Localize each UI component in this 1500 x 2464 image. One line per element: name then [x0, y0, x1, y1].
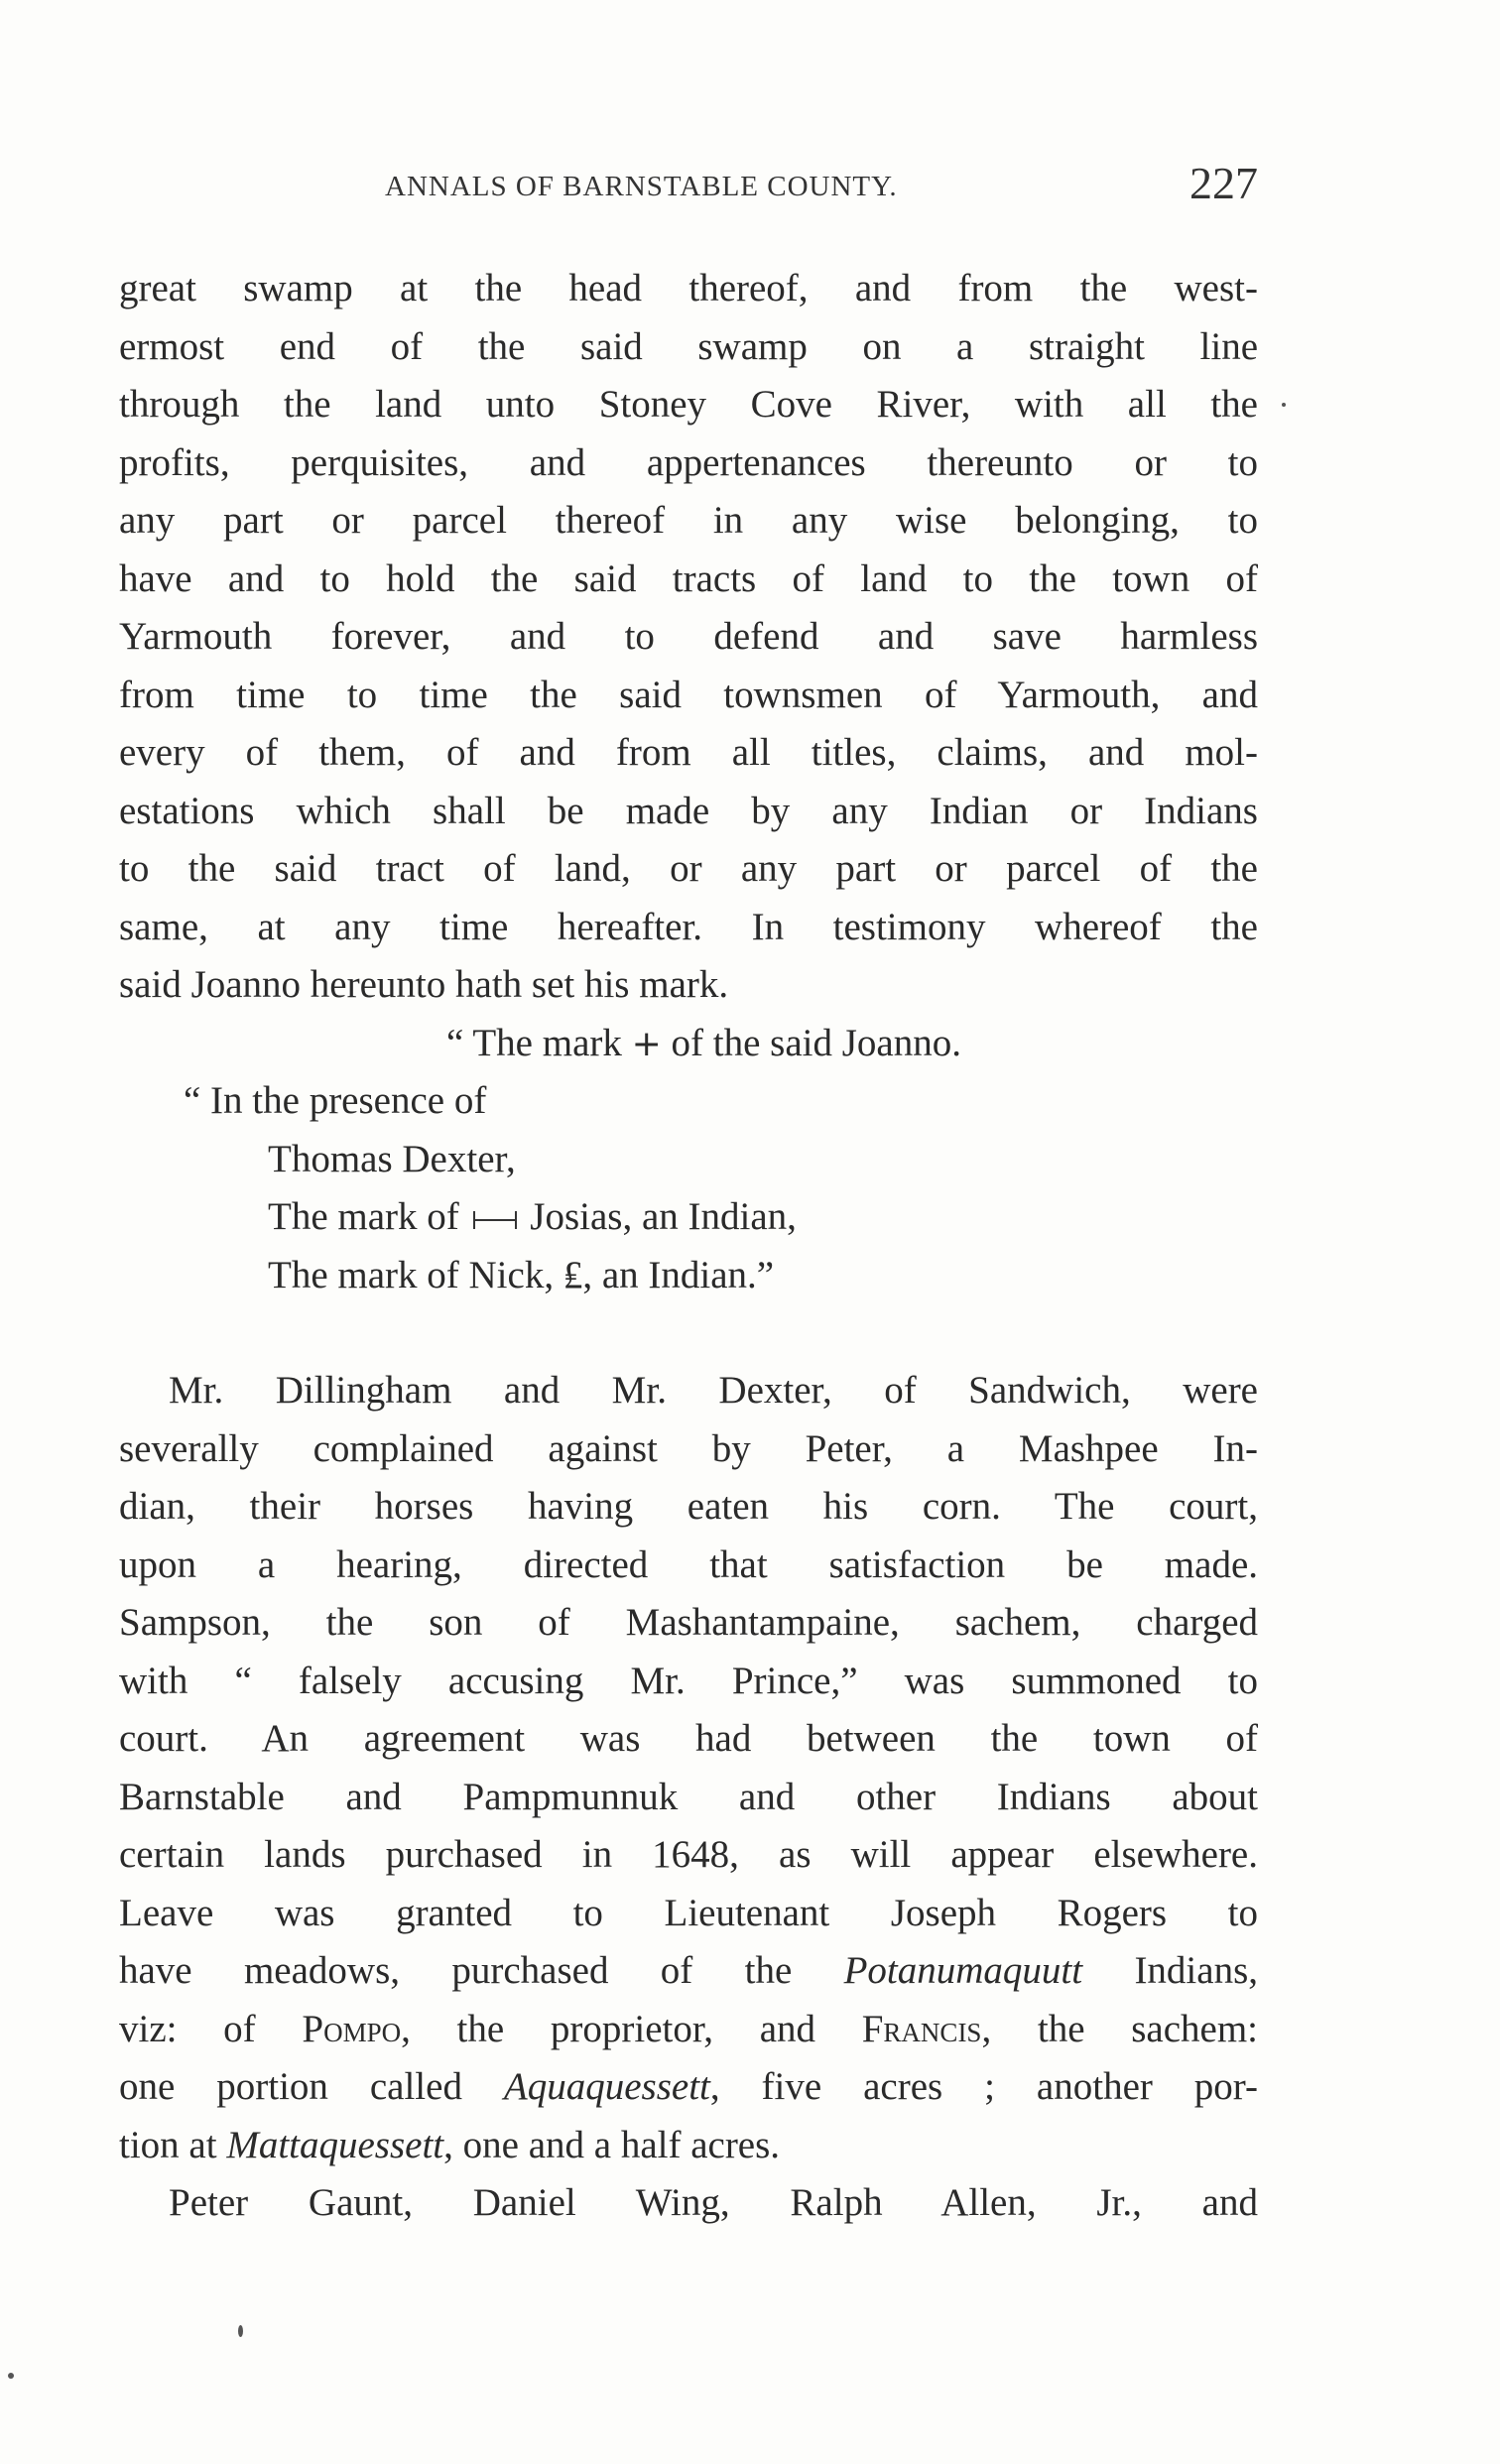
- text-line: [119, 2058, 1258, 2117]
- signature-text: “ The mark: [446, 1021, 622, 1064]
- text-line: Mr. Dillingham and Mr. Dexter, of Sandwich, were: [169, 1369, 1258, 1412]
- text-line: Yarmouth forever, and to defend and save harmless: [119, 615, 1258, 658]
- text-line: ermost end of the said swamp on a straight line: [119, 324, 1258, 368]
- text-line: estations which shall be made by any Indian or Indians: [119, 789, 1258, 832]
- text-line: through the land unto Stoney Cove River, with all the: [119, 383, 1258, 426]
- text-line: have and to hold the said tracts of land to the town of: [119, 556, 1258, 600]
- italic-place-name: Aquaquessett: [503, 2065, 710, 2108]
- text-line: from time to time the said townsmen of Yarmouth, and: [119, 673, 1258, 716]
- text-line: with “ falsely accusing Mr. Prince,” was summoned to: [119, 1659, 1258, 1702]
- ink-speck: [1282, 403, 1286, 407]
- paragraph-gap: [119, 1304, 1258, 1362]
- text-line: upon a hearing, directed that satisfaction be made.: [119, 1542, 1258, 1586]
- italic-place-name: Mattaquessett: [226, 2123, 444, 2166]
- text-line: court. An agreement was had between the town of: [119, 1717, 1258, 1760]
- text-line: [119, 2117, 1258, 2175]
- text-segment: , the proprietor, and: [401, 2007, 816, 2050]
- page-number: 227: [1189, 158, 1258, 208]
- ink-speck: [8, 2373, 14, 2379]
- page-header: [119, 158, 1258, 220]
- witness-text: The mark of: [268, 1195, 459, 1238]
- witness-line: The mark of Nick, ₤, an Indian.”: [268, 1253, 775, 1296]
- witness-line: [119, 1188, 1258, 1247]
- body-text: [119, 260, 1258, 2233]
- text-line: severally complained against by Peter, a Mashpee In-: [119, 1426, 1258, 1470]
- text-segment: , five acres ; another por-: [709, 2065, 1258, 2108]
- text-segment: , the sachem:: [981, 2007, 1259, 2050]
- text-segment: tion at: [119, 2123, 217, 2166]
- ink-speck: [238, 2325, 243, 2337]
- text-segment: Indians,: [1134, 1949, 1258, 1992]
- cross-mark: +: [631, 1023, 662, 1064]
- text-segment: have meadows, purchased of the: [119, 1949, 793, 1992]
- text-line: [119, 1942, 1258, 2001]
- small-caps-name: Francis: [861, 2007, 982, 2050]
- text-line: dian, their horses having eaten his corn. The court,: [119, 1485, 1258, 1528]
- italic-place-name: Potanumaquutt: [843, 1949, 1083, 1992]
- witness-text: Josias, an Indian,: [530, 1195, 797, 1238]
- text-line: any part or parcel thereof in any wise belonging, to: [119, 499, 1258, 542]
- text-line: profits, perquisites, and appertenances thereunto or to: [119, 440, 1258, 484]
- small-caps-name: Pompo: [302, 2007, 402, 2050]
- witness-line: Thomas Dexter,: [268, 1137, 516, 1180]
- text-segment: one portion called: [119, 2065, 462, 2108]
- text-line: [119, 2001, 1258, 2059]
- text-line: same, at any time hereafter. In testimony whereof the: [119, 905, 1258, 948]
- text-line: to the said tract of land, or any part or parcel of the: [119, 847, 1258, 890]
- witness-intro: “ In the presence of: [184, 1079, 487, 1122]
- signature-line: [119, 1015, 1258, 1073]
- text-segment: viz: of: [119, 2007, 256, 2050]
- text-line: said Joanno hereunto hath set his mark.: [119, 963, 729, 1006]
- text-line: every of them, of and from all titles, claims, and mol-: [119, 731, 1258, 774]
- text-line: Sampson, the son of Mashantampaine, sachem, charged: [119, 1601, 1258, 1644]
- running-title: ANNALS OF BARNSTABLE COUNTY.: [385, 171, 898, 202]
- text-segment: , one and a half acres.: [443, 2123, 781, 2166]
- josias-mark-icon: [473, 1211, 517, 1229]
- signature-text: of the said Joanno.: [671, 1021, 961, 1064]
- text-line: Barnstable and Pampmunnuk and other Indians about: [119, 1775, 1258, 1818]
- text-line: Peter Gaunt, Daniel Wing, Ralph Allen, Jr., and: [169, 2181, 1258, 2224]
- text-line: Leave was granted to Lieutenant Joseph Rogers to: [119, 1891, 1258, 1934]
- text-line: great swamp at the head thereof, and from the west-: [119, 267, 1258, 309]
- text-line: certain lands purchased in 1648, as will appear elsewhere.: [119, 1833, 1258, 1876]
